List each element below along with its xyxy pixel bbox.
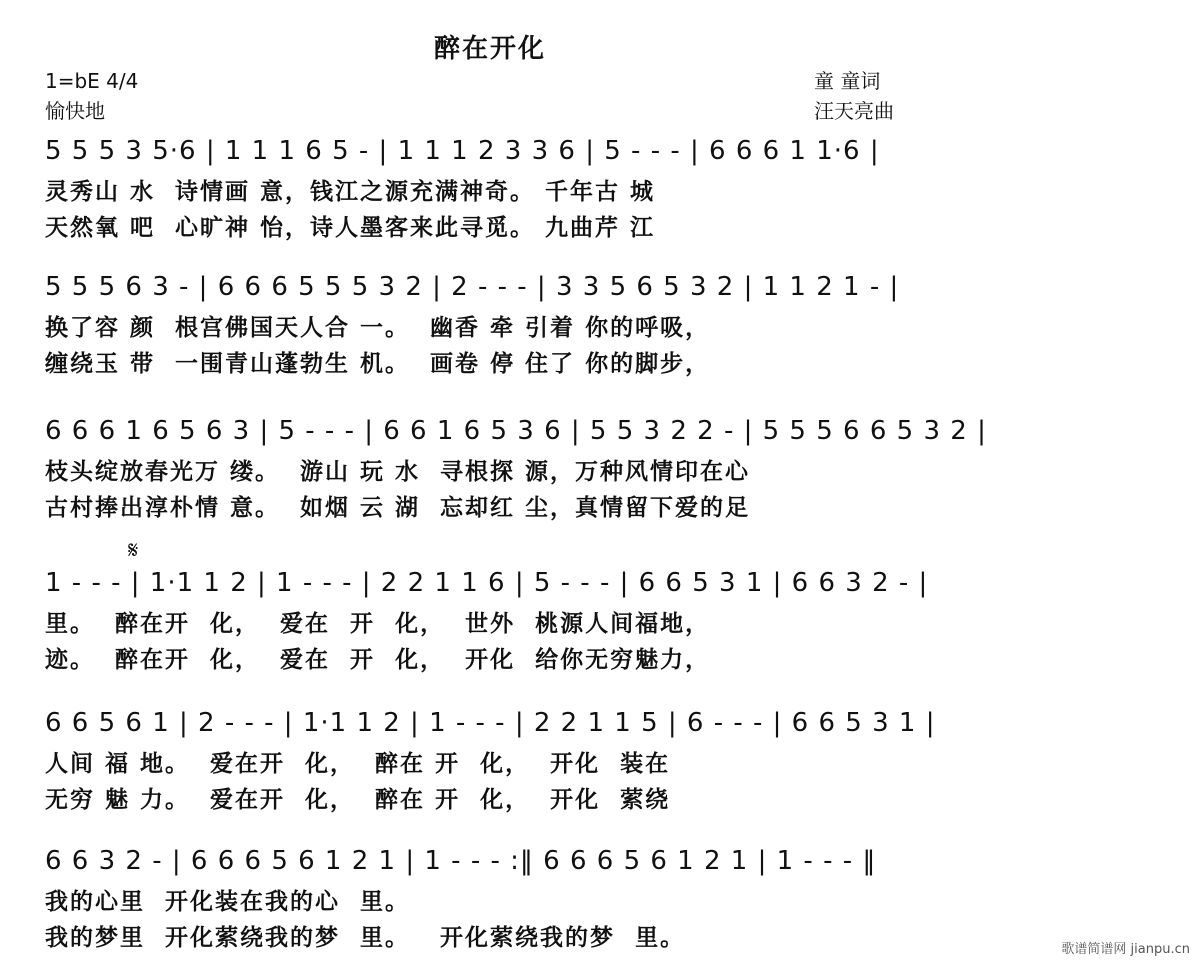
- lyric-verse-2: 古村捧出淳朴情 意。 如烟 云 湖 忘却红 尘，真情留下爱的足: [45, 495, 751, 521]
- score-system-3: [45, 408, 987, 526]
- composer-credit: 汪天亮曲: [814, 99, 894, 123]
- song-title: 醉在开化: [433, 34, 546, 64]
- score-system-2: [45, 264, 915, 382]
- segno-icon: 𝄋: [128, 536, 139, 564]
- site-watermark: 歌谱简谱网 jianpu.cn: [1061, 942, 1190, 957]
- notation-line: 5 5 5 3 5·6 | 1 1 1 6 5 - | 1 1 1 2 3 3 6 | 5 - - - | 6 6 6 1 1·6 |: [45, 136, 880, 166]
- header-right: [814, 66, 894, 126]
- notation-line: 6 6 6 1 6 5 6 3 | 5 - - - | 6 6 1 6 5 3 6 | 5 5 3 2 2 - | 5 5 5 6 6 5 3 2 |: [45, 416, 987, 446]
- lyric-verse-1: 枝头绽放春光万 缕。 游山 玩 水 寻根探 源，万种风情印在心: [45, 459, 751, 485]
- notation-line: 1 - - - | 1·1 1 2 | 1 - - - | 2 2 1 1 6 | 5 - - - | 6 6 5 3 1 | 6 6 3 2 - |: [45, 568, 929, 598]
- lyric-verse-2: 我的梦里 开化萦绕我的梦 里。 开化萦绕我的梦 里。: [45, 925, 686, 951]
- notation-line: 5 5 5 6 3 - | 6 6 6 5 5 5 3 2 | 2 - - - | 3 3 5 6 5 3 2 | 1 1 2 1 - |: [45, 272, 900, 302]
- score-system-6: [45, 838, 915, 956]
- score-system-5: [45, 700, 936, 818]
- lyric-verse-1: 我的心里 开化装在我的心 里。: [45, 889, 411, 915]
- lyric-verse-1: 人间 福 地。 爱在开 化， 醉在 开 化， 开化 装在: [45, 751, 671, 777]
- lyric-verse-1: 灵秀山 水 诗情画 意，钱江之源充满神奇。 千年古 城: [45, 179, 656, 205]
- lyric-verse-2: 迹。 醉在开 化， 爱在 开 化， 开化 给你无穷魅力，: [45, 647, 711, 673]
- tempo-marking: 愉快地: [45, 99, 105, 123]
- lyric-verse-2: 天然氧 吧 心旷神 怡，诗人墨客来此寻觅。 九曲芹 江: [45, 215, 656, 241]
- header-left: [45, 66, 138, 126]
- key-time-signature: 1=bE 4/4: [45, 69, 139, 93]
- notation-line: 6 6 3 2 - | 6 6 6 5 6 1 2 1 | 1 - - - :‖ 6 6 6 5 6 1 2 1 | 1 - - - ‖: [45, 846, 877, 876]
- lyric-verse-1: 里。 醉在开 化， 爱在 开 化， 世外 桃源人间福地，: [45, 611, 711, 637]
- score-system-4: [45, 560, 929, 678]
- score-system-1: [45, 128, 915, 246]
- lyric-verse-2: 无穷 魅 力。 爱在开 化， 醉在 开 化， 开化 萦绕: [45, 787, 671, 813]
- lyric-verse-1: 换了容 颜 根宫佛国天人合 一。 幽香 牵 引着 你的呼吸，: [45, 315, 711, 341]
- lyricist-credit: 童 童词: [814, 69, 881, 93]
- notation-line: 6 6 5 6 1 | 2 - - - | 1·1 1 2 | 1 - - - | 2 2 1 1 5 | 6 - - - | 6 6 5 3 1 |: [45, 708, 936, 738]
- lyric-verse-2: 缠绕玉 带 一围青山蓬勃生 机。 画卷 停 住了 你的脚步，: [45, 351, 711, 377]
